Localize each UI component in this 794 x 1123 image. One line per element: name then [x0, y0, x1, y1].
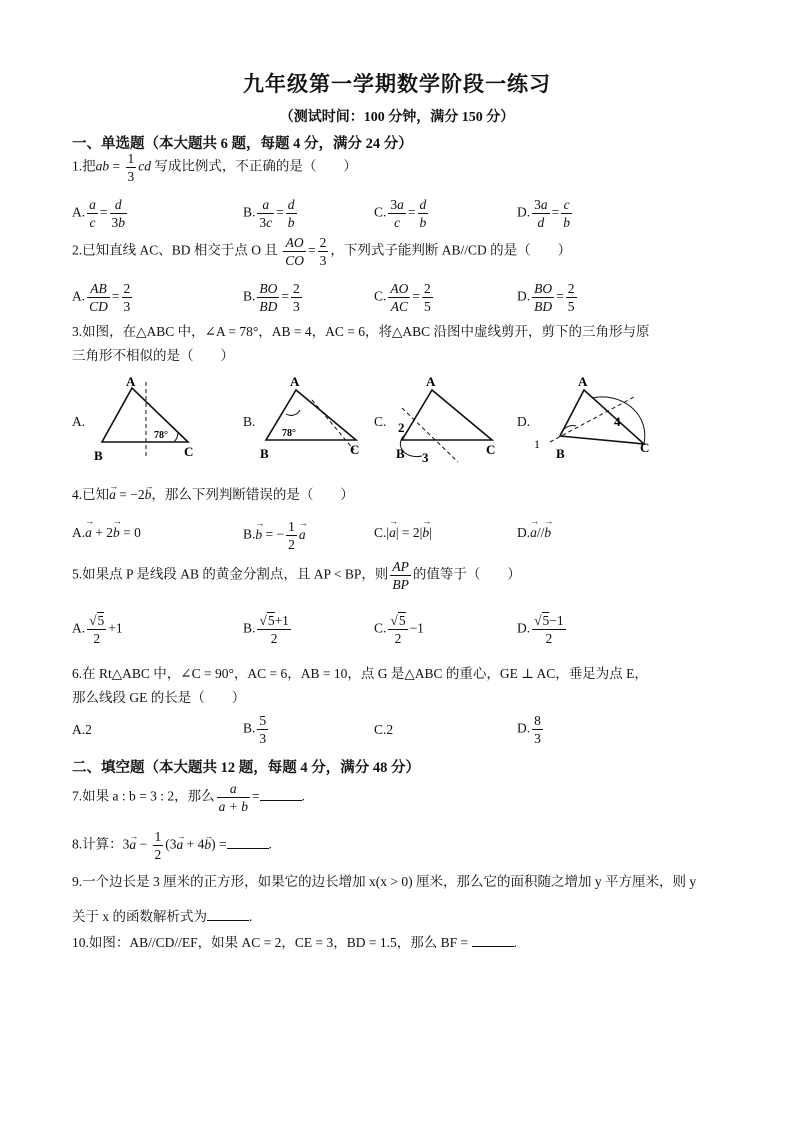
var: cd: [138, 158, 151, 174]
q4-option-b[interactable]: B.→ b = − $\frac{1}{2}$ → a: [243, 518, 306, 553]
q2-option-b[interactable]: B. $\frac{BO}{BD}$ = $\frac{2}{3}$: [243, 281, 300, 314]
q3-option-d[interactable]: D.: [517, 414, 531, 429]
answer-blank[interactable]: [472, 932, 514, 947]
q3-option-a[interactable]: A.: [72, 414, 86, 429]
vertex-label-b: B: [94, 448, 103, 463]
vertex-label-c: C: [640, 440, 650, 455]
vertex-label-c: C: [184, 444, 194, 459]
length-label-4: 4: [614, 414, 621, 429]
question-9-line-2: 关于 x 的函数解析式为 .: [72, 906, 252, 927]
question-5-suffix: 的值等于（ ）: [412, 566, 521, 582]
q6-option-a[interactable]: A.2: [72, 722, 92, 737]
frac-num: 2: [319, 235, 327, 250]
question-10: 10.如图：AB//CD//EF，如果 AC = 2，CE = 3，BD = 1.5，那么 BF = .: [72, 932, 517, 953]
vertex-label-c: C: [486, 442, 496, 457]
q6-option-c[interactable]: C.2: [374, 722, 394, 737]
question-4-suffix: ，那么下列判断错误的是（ ）: [151, 487, 354, 502]
question-1-prefix: 1.把: [72, 158, 96, 174]
question-1-suffix: 写成比例式，不正确的是（ ）: [151, 158, 357, 174]
frac-den: 3: [127, 169, 135, 184]
q2-option-a[interactable]: A. $\frac{AB}{CD}$ = $\frac{2}{3}$: [72, 281, 131, 314]
question-2-prefix: 2.已知直线 AC、BD 相交于点 O 且: [72, 242, 278, 258]
length-label-2: 2: [398, 420, 405, 435]
length-label-1: 1: [534, 437, 540, 451]
q4-option-c[interactable]: C.|→ a| = 2|→ b|: [374, 525, 432, 541]
section-heading-fill-in: 二、填空题（本大题共 12 题，每题 4 分，满分 48 分）: [72, 760, 420, 776]
question-4: 4.已知→ a = −2→ b，那么下列判断错误的是（ ）: [72, 485, 354, 505]
q6-option-b[interactable]: B. $\frac{5}{3}$: [243, 713, 267, 746]
q4-option-d[interactable]: D.→ a//→ b: [517, 525, 551, 541]
vertex-label-b: B: [556, 446, 565, 461]
answer-blank[interactable]: [227, 834, 269, 849]
question-2: 2.已知直线 AC、BD 相交于点 O 且 $\frac{AO}{CO}$ = $\frac{2}{3}$ ，下列式子能判断 AB//CD 的是（ ）: [72, 235, 572, 268]
q4-option-a[interactable]: A.→ a + 2→ b = 0: [72, 525, 141, 541]
q3-option-c[interactable]: C.: [374, 414, 387, 429]
vertex-label-a: A: [578, 374, 588, 389]
question-1: 1.把ab = $\frac{1}{3}$ cd 写成比例式，不正确的是（ ）: [72, 151, 357, 184]
question-2-suffix: ，下列式子能判断 AB//CD 的是（ ）: [330, 242, 572, 258]
q5-option-c[interactable]: C. $\frac{√5}{2}$ −1: [374, 613, 424, 646]
q1-option-d[interactable]: D. $\frac{3a}{d}$ = $\frac{c}{b}$: [517, 197, 570, 230]
vertex-label-b: B: [396, 446, 405, 461]
vertex-label-c: C: [350, 442, 360, 457]
q3-figure-c: [392, 374, 504, 466]
q1-option-b[interactable]: B. $\frac{a}{3c}$ = $\frac{d}{b}$: [243, 197, 295, 230]
page-title: 九年级第一学期数学阶段一练习: [243, 72, 551, 96]
q3-figure-a: [88, 374, 208, 466]
vertex-label-a: A: [126, 374, 136, 389]
frac-num: AO: [285, 235, 304, 250]
angle-label: 78°: [154, 430, 168, 441]
q5-option-d[interactable]: D. $\frac{√5-1}{2}$: [517, 613, 564, 646]
q5-option-b[interactable]: B. $\frac{√5+1}{2}$: [243, 613, 289, 646]
question-8-prefix: 8.计算：: [72, 836, 123, 852]
vertex-label-a: A: [426, 374, 436, 389]
q2-option-d[interactable]: D. $\frac{BO}{BD}$ = $\frac{2}{5}$: [517, 281, 575, 314]
angle-label: 78°: [282, 428, 296, 439]
frac-den: CO: [285, 253, 305, 268]
question-5-prefix: 5.如果点 P 是线段 AB 的黄金分割点，且 AP < BP，则: [72, 566, 389, 582]
answer-blank[interactable]: [260, 786, 302, 801]
question-9-line-1: 9.一个边长是 3 厘米的正方形，如果它的边长增加 x(x > 0) 厘米，那么它的面积随之增加 y 平方厘米，则 y: [72, 874, 697, 889]
answer-blank[interactable]: [207, 906, 249, 921]
question-7: 7.如果 a : b = 3 : 2，那么 $\frac{a}{a + b}$ = .: [72, 781, 305, 814]
q1-option-c[interactable]: C. $\frac{3a}{c}$ = $\frac{d}{b}$: [374, 197, 427, 230]
vertex-label-b: B: [260, 446, 269, 461]
q3-figure-d: [532, 374, 662, 466]
fraction: [126, 150, 137, 185]
section-heading-single-choice: 一、单选题（本大题共 6 题，每题 4 分，满分 24 分）: [72, 136, 413, 152]
question-5: 5.如果点 P 是线段 AB 的黄金分割点，且 AP < BP，则 $\frac{AP}{BP}$ 的值等于（ ）: [72, 559, 521, 592]
question-8: 8.计算：3→ a − $\frac{1}{2}$ (3→ a + 4→ b) = .: [72, 828, 272, 863]
q3-option-b[interactable]: B.: [243, 414, 256, 429]
vertex-label-a: A: [290, 374, 300, 389]
question-6-line-2: 那么线段 GE 的长是（ ）: [72, 690, 246, 705]
question-4-prefix: 4.已知: [72, 487, 110, 502]
q1-option-a[interactable]: A. $\frac{a}{c}$ = $\frac{d}{3b}$: [72, 197, 125, 230]
question-3-line-1: 3.如图，在△ABC 中，∠A = 78°，AB = 4，AC = 6，将△ABC 沿图中虚线剪开，剪下的三角形与原: [72, 324, 650, 339]
page-subtitle: （测试时间：100 分钟，满分 150 分）: [279, 110, 515, 125]
question-7-prefix: 7.如果 a : b = 3 : 2，那么: [72, 788, 215, 804]
question-3-line-2: 三角形不相似的是（ ）: [72, 348, 234, 363]
frac-den: 3: [319, 253, 327, 268]
q5-option-a[interactable]: A. $\frac{√5}{2}$ +1: [72, 613, 123, 646]
question-6-line-1: 6.在 Rt△ABC 中，∠C = 90°，AC = 6，AB = 10，点 G 是△ABC 的重心，GE ⊥ AC，垂足为点 E，: [72, 666, 648, 681]
frac-num: 1: [127, 151, 135, 166]
q3-figure-b: [256, 374, 368, 466]
q6-option-d[interactable]: D. $\frac{8}{3}$: [517, 713, 541, 746]
q2-option-c[interactable]: C. $\frac{AO}{AC}$ = $\frac{2}{5}$: [374, 281, 431, 314]
length-label-3: 3: [422, 450, 429, 465]
